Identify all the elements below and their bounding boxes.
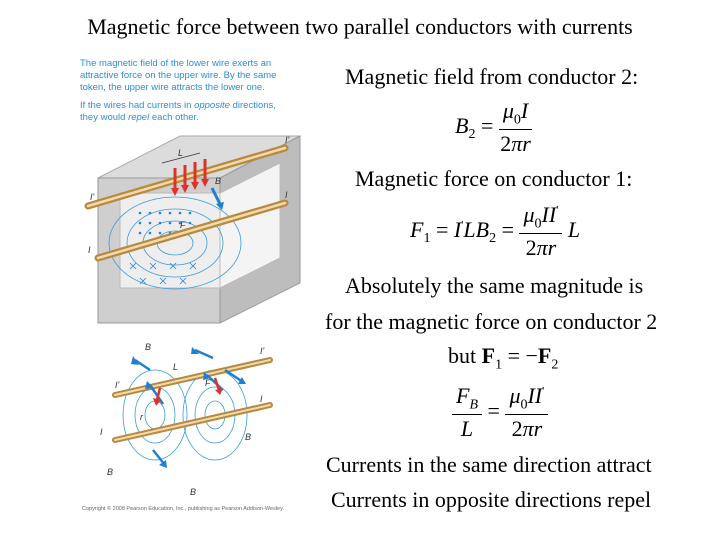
caption-paragraph-1: The magnetic field of the lower wire exerts an attractive force on the upper wire. By the same token, the upper wire attracts the lower one. <box>80 58 277 93</box>
lower-label-F: F <box>205 378 211 388</box>
label-B: B <box>215 176 222 186</box>
lower-label-i-left: I <box>100 427 103 437</box>
lower-label-B-right: B <box>245 432 252 442</box>
parallel-wires-field-figure <box>95 340 285 505</box>
parallel-wires-3d-figure <box>80 118 320 333</box>
label-i-left: I <box>88 245 91 255</box>
label-i-right: I <box>285 190 288 200</box>
caption-paragraph-2: If the wires had currents in opposite directions, they would repel each other. <box>80 100 276 123</box>
heading-force-conductor-1: Magnetic force on conductor 1: <box>355 166 633 191</box>
text-opposite-direction-repel: Currents in opposite directions repel <box>331 487 652 512</box>
lower-label-L: L <box>173 362 179 372</box>
lower-label-i: I <box>260 394 263 404</box>
slide-title: Magnetic force between two parallel conductors with currents <box>87 14 633 39</box>
copyright-notice: Copyright © 2008 Pearson Education, Inc., publishing as Pearson Addison-Wesley. <box>82 506 284 512</box>
lower-label-i-prime-left: I' <box>115 380 120 390</box>
label-L: L <box>178 148 184 158</box>
equation-forces-opposite: but $F_1 = -F_2$ <box>448 343 559 373</box>
equation-force-f1: $F_1 = I'LB_2$ = $\frac{\mu_0II'}{2\pi r}$ L <box>410 202 581 261</box>
text-force-on-conductor-2: for the magnetic force on conductor 2 <box>325 309 658 334</box>
equation-force-per-length: $\frac{F_B}{L}$ = $\frac{\mu_0II'}{2\pi r}$ <box>452 383 548 442</box>
label-i-prime-left: I' <box>90 192 95 202</box>
equation-field-b2: $B_2$ = $\frac{\mu_0I}{2\pi r}$ <box>455 98 531 157</box>
heading-field-conductor-2: Magnetic field from conductor 2: <box>345 64 639 89</box>
text-same-direction-attract: Currents in the same direction attract <box>326 452 652 477</box>
label-i-prime-right: I' <box>285 135 290 145</box>
lower-label-r: r <box>140 412 143 422</box>
lower-label-i-prime: I' <box>260 346 265 356</box>
text-same-magnitude: Absolutely the same magnitude is <box>345 273 644 298</box>
lower-label-B-top: B <box>145 342 152 352</box>
lower-label-B-bottom: B <box>190 487 197 497</box>
lower-label-B-left: B <box>107 467 114 477</box>
label-F: F <box>180 220 186 230</box>
